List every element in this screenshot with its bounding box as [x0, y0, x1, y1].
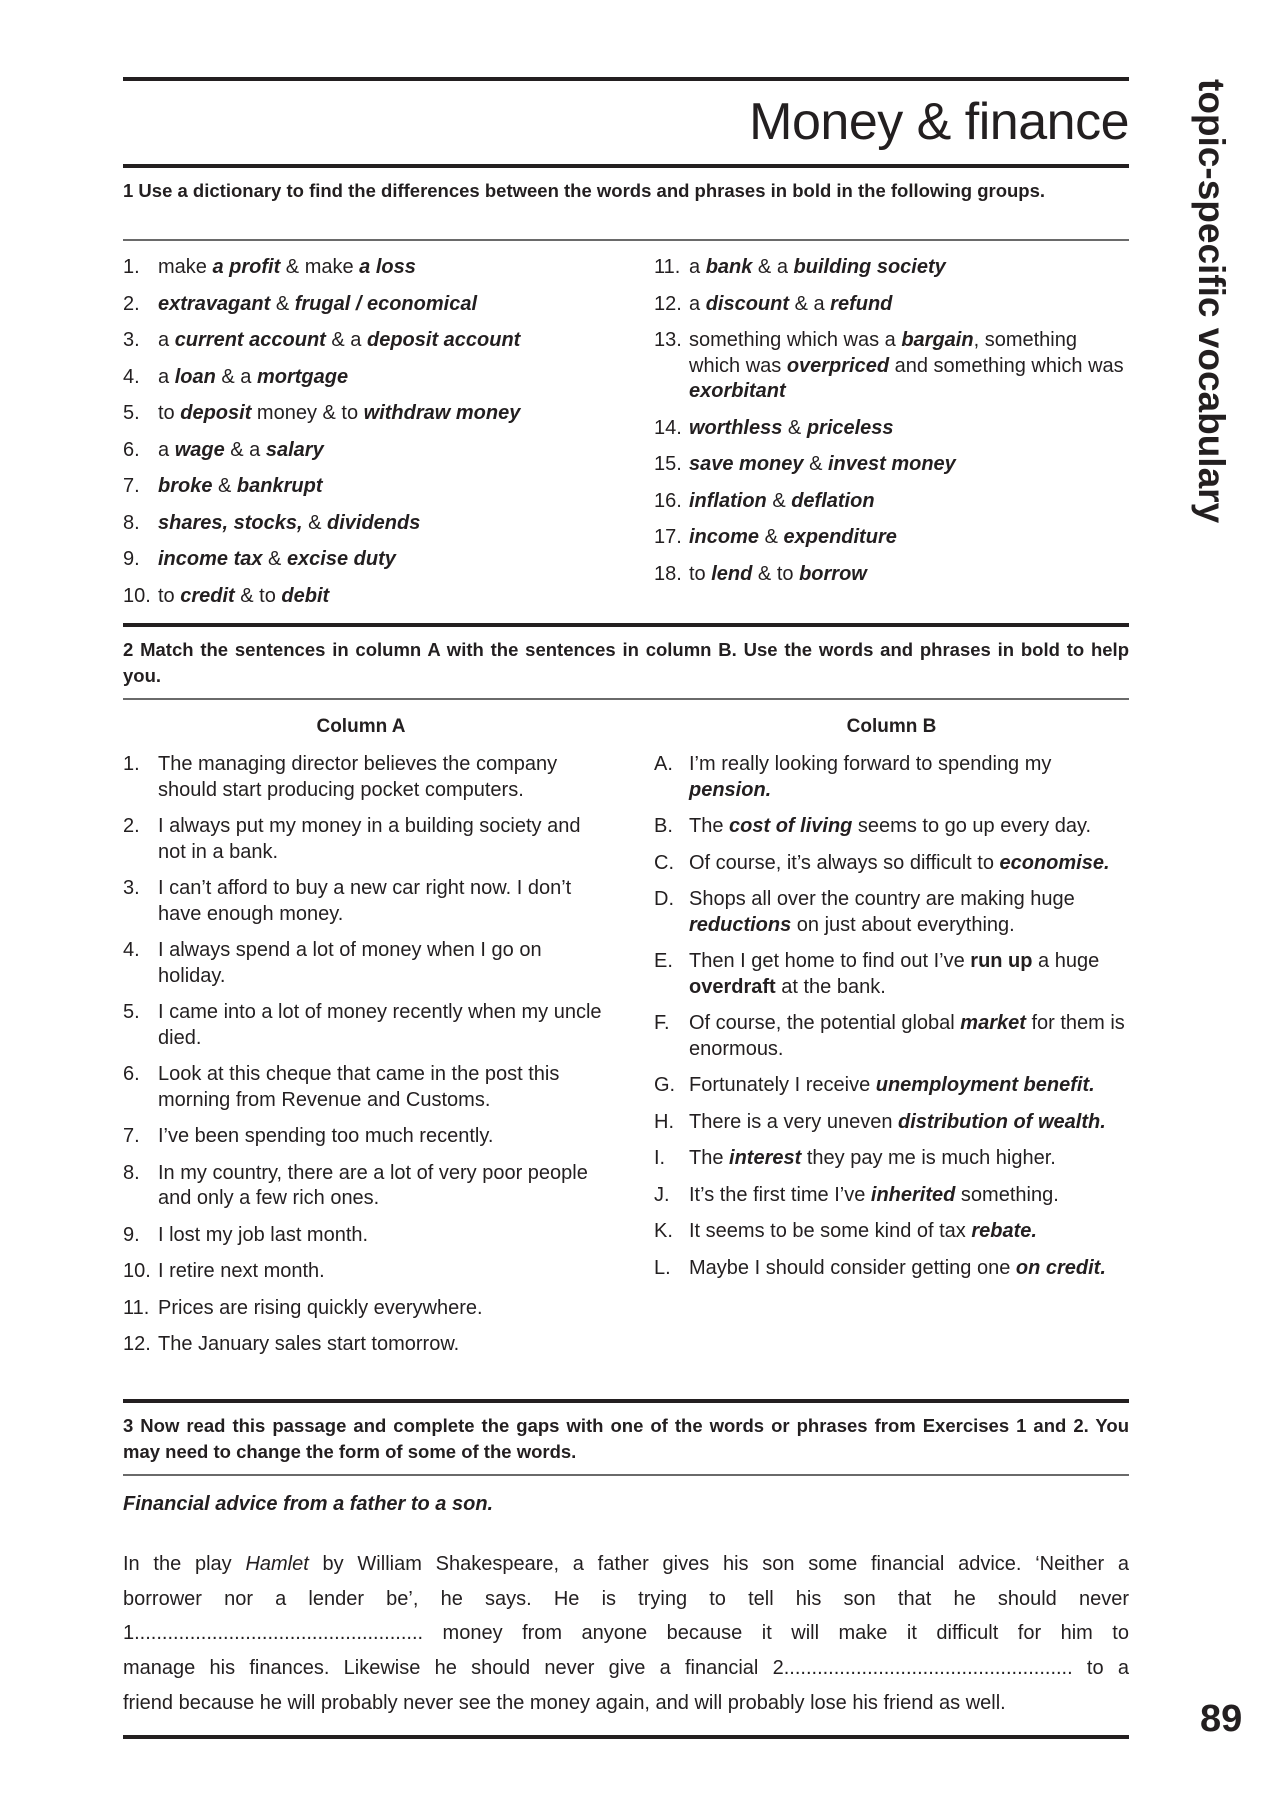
text-segment: make: [158, 256, 213, 278]
item-number: 6.: [123, 1063, 140, 1085]
bold-term: overpriced: [786, 354, 890, 377]
text-segment: In the play: [123, 1553, 246, 1575]
item-number: C.: [654, 851, 674, 874]
list-item: [123, 1296, 603, 1322]
list-item: [123, 876, 603, 927]
bold-term: frugal / economical: [294, 292, 477, 315]
passage-line: [123, 1686, 1129, 1721]
item-number: 3.: [123, 329, 140, 351]
item-text: [689, 949, 1132, 1000]
text-segment: a: [158, 438, 175, 461]
column-a-list: [123, 752, 603, 1369]
list-item: [123, 584, 623, 610]
bold-term: distribution of wealth.: [898, 1110, 1106, 1133]
item-text: [689, 255, 1132, 281]
bold-term: pension.: [689, 778, 772, 801]
text-segment: Of course, it’s always so difficult to: [689, 851, 1000, 874]
text-segment: , something which was: [689, 329, 1077, 377]
item-text: [158, 1000, 603, 1051]
bold-term: cost of living: [729, 815, 853, 837]
divider: [123, 239, 1129, 241]
page-number: 89: [1200, 1698, 1243, 1740]
text-segment: & a: [752, 256, 794, 278]
text-segment: a: [689, 256, 706, 278]
list-item: [654, 525, 1132, 551]
list-item: [123, 438, 623, 464]
item-number: 18.: [654, 562, 682, 585]
passage-line: [123, 1547, 1129, 1582]
text-segment: I’ve been spending too much recently.: [158, 1125, 494, 1147]
text-segment: There is a very uneven: [689, 1110, 898, 1133]
item-number: F.: [654, 1012, 670, 1034]
divider: [123, 1474, 1129, 1476]
list-item: [654, 328, 1132, 405]
text-segment: I can’t afford to buy a new car right now. I don’t have enough money.: [158, 877, 572, 925]
bold-term: on credit.: [1015, 1256, 1106, 1279]
text-segment: borrower nor a lender be’, he says. He is trying to tell his son that he should never: [123, 1587, 1129, 1610]
list-item: [123, 292, 623, 318]
text-segment: something.: [955, 1183, 1059, 1206]
item-number: E.: [654, 950, 673, 972]
text-segment: Maybe I should consider getting one: [689, 1256, 1016, 1279]
text-segment: The: [689, 1147, 730, 1169]
bold-term: worthless: [689, 416, 783, 439]
text-segment: It’s the first time I’ve: [689, 1183, 871, 1206]
item-text: [158, 938, 603, 989]
bold-term: wage: [174, 438, 225, 461]
list-item: [654, 1011, 1132, 1062]
item-number: 8.: [123, 511, 140, 534]
item-number: 10.: [123, 1260, 151, 1282]
item-number: 4.: [123, 365, 140, 388]
list-item: [123, 1259, 603, 1285]
list-item: [123, 328, 623, 354]
item-number: L.: [654, 1256, 671, 1279]
passage-line: [123, 1582, 1129, 1617]
bold-term: rebate.: [971, 1220, 1037, 1242]
passage-line: [123, 1651, 1129, 1686]
text-segment: Prices are rising quickly everywhere.: [158, 1296, 483, 1319]
text-segment: I always spend a lot of money when I go on holiday.: [158, 939, 542, 987]
item-text: [689, 887, 1132, 938]
item-text: [689, 1219, 1132, 1245]
bold-term: income tax: [158, 548, 263, 570]
list-item: [123, 1062, 603, 1113]
bold-term: deposit account: [366, 329, 521, 351]
bold-term: deposit: [180, 402, 252, 424]
bold-term: a loss: [359, 256, 416, 278]
item-number: 12.: [123, 1333, 151, 1355]
item-number: 3.: [123, 877, 140, 899]
item-text: [158, 1161, 603, 1212]
text-segment: manage his finances. Likewise he should never give a financial 2.................................................... to a: [123, 1657, 1129, 1680]
item-number: G.: [654, 1074, 676, 1096]
list-item: [123, 365, 623, 391]
item-number: 16.: [654, 489, 682, 512]
item-number: 1.: [123, 753, 140, 775]
item-text: [158, 876, 603, 927]
bold-term: inherited: [870, 1183, 956, 1206]
column-a-header: Column A: [316, 716, 406, 737]
item-number: 2.: [123, 815, 140, 837]
item-text: [689, 562, 1132, 588]
bold-term: refund: [830, 292, 893, 315]
bold-term: discount: [705, 292, 790, 315]
list-item: [123, 938, 603, 989]
text-segment: & a: [224, 438, 266, 461]
text-segment: &: [759, 526, 784, 548]
item-text: [689, 416, 1132, 442]
item-number: 4.: [123, 939, 140, 961]
bold-term: overdraft: [689, 975, 776, 998]
text-segment: The: [689, 815, 730, 837]
list-item: [654, 292, 1132, 318]
list-item: [123, 752, 603, 803]
item-text: [158, 401, 623, 427]
passage-title: Financial advice from a father to a son.: [123, 1493, 494, 1515]
text-segment: by William Shakespeare, a father gives his son some financial advice. ‘Neither a: [308, 1553, 1130, 1575]
text-segment: for them is enormous.: [689, 1012, 1125, 1060]
item-text: [689, 1146, 1132, 1172]
text-segment: &: [302, 511, 327, 534]
item-text: [158, 1259, 603, 1285]
list-item: [654, 814, 1132, 840]
item-number: 7.: [123, 475, 140, 497]
text-segment: at the bank.: [775, 975, 886, 998]
exercise-2-instruction: 2 Match the sentences in column A with the sentences in column B. Use the words and phrases in bold to help you.: [123, 639, 1129, 686]
bold-term: bank: [705, 256, 753, 278]
list-item: [123, 1124, 603, 1150]
bold-term: debit: [281, 584, 330, 607]
text-segment: a: [158, 365, 175, 388]
item-text: [158, 547, 623, 573]
text-segment: &: [766, 489, 792, 512]
item-text: [158, 328, 623, 354]
item-text: [158, 474, 623, 500]
list-item: [654, 255, 1132, 281]
text-segment: to: [158, 402, 181, 424]
list-item: [654, 452, 1132, 478]
bold-term: market: [960, 1012, 1026, 1034]
list-item: [654, 887, 1132, 938]
bold-term: income: [689, 526, 760, 548]
column-b-header: Column B: [846, 716, 937, 737]
bold-term: lend: [711, 562, 753, 585]
item-text: [158, 511, 623, 537]
text-segment: & a: [325, 329, 367, 351]
list-item: [123, 1000, 603, 1051]
bold-term: interest: [729, 1147, 802, 1169]
item-text: [158, 1296, 603, 1322]
bold-term: unemployment benefit.: [875, 1074, 1095, 1096]
list-item: [654, 752, 1132, 803]
item-text: [689, 525, 1132, 551]
exercise-3-instruction: 3 Now read this passage and complete the gaps with one of the words or phrases from Exercises 1 and 2. You may need to change the form of some of the words.: [123, 1415, 1129, 1462]
item-number: 5.: [123, 1001, 140, 1023]
item-text: [689, 1256, 1132, 1282]
item-number: 6.: [123, 438, 140, 461]
list-item: [123, 401, 623, 427]
text-segment: It seems to be some kind of tax: [689, 1220, 972, 1242]
text-segment: I lost my job last month.: [158, 1223, 369, 1246]
text-segment: seems to go up every day.: [852, 815, 1092, 837]
column-b-list: [654, 752, 1132, 1292]
item-text: [689, 851, 1132, 877]
list-item: [654, 1073, 1132, 1099]
title-rule: [123, 164, 1129, 168]
text-segment: Of course, the potential global: [689, 1012, 961, 1034]
item-text: [158, 1062, 603, 1113]
bold-term: withdraw money: [363, 402, 521, 424]
item-number: B.: [654, 815, 673, 837]
bold-term: inflation: [689, 489, 767, 512]
bold-term: exorbitant: [689, 380, 786, 402]
bold-term: salary: [265, 438, 324, 461]
item-text: [158, 365, 623, 391]
item-text: [689, 452, 1132, 478]
item-text: [158, 1124, 603, 1150]
bold-term: loan: [174, 365, 216, 388]
item-text: [158, 255, 623, 281]
item-number: 10.: [123, 584, 151, 607]
text-segment: & make: [280, 256, 360, 278]
item-number: H.: [654, 1110, 674, 1133]
item-text: [689, 1073, 1132, 1099]
item-text: [689, 328, 1132, 405]
list-item: [123, 1332, 603, 1358]
section-rule: [123, 623, 1129, 627]
text-segment: & a: [789, 292, 831, 315]
text-segment: The managing director believes the company should start producing pocket computers.: [158, 753, 558, 801]
bold-term: expenditure: [783, 526, 897, 548]
bold-term: shares, stocks,: [158, 511, 303, 534]
text-segment: a huge: [1032, 950, 1100, 972]
list-item: [123, 547, 623, 573]
list-item: [123, 511, 623, 537]
bold-term: invest money: [827, 453, 956, 475]
item-number: 1.: [123, 256, 140, 278]
item-number: 12.: [654, 292, 682, 315]
bottom-rule: [123, 1735, 1129, 1739]
item-number: 17.: [654, 526, 682, 548]
text-segment: &: [212, 475, 237, 497]
item-number: 14.: [654, 416, 682, 439]
text-segment: &: [782, 416, 807, 439]
item-text: [158, 1223, 603, 1249]
bold-term: a profit: [212, 256, 281, 278]
text-segment: Then I get home to find out I’ve: [689, 950, 971, 972]
text-segment: &: [262, 548, 287, 570]
text-segment: I’m really looking forward to spending my: [689, 753, 1052, 775]
item-text: [158, 584, 623, 610]
item-text: [689, 292, 1132, 318]
bold-term: bankrupt: [236, 475, 323, 497]
bold-term: deflation: [791, 489, 875, 512]
item-number: 5.: [123, 402, 140, 424]
bold-term: save money: [689, 453, 804, 475]
item-number: 11.: [654, 256, 681, 278]
text-segment: I came into a lot of money recently when my uncle died.: [158, 1001, 602, 1049]
text-segment: &: [270, 292, 295, 315]
item-number: 7.: [123, 1125, 140, 1147]
item-text: [689, 1110, 1132, 1136]
bold-term: borrow: [799, 562, 867, 585]
list-item: [654, 1219, 1132, 1245]
bold-term: broke: [158, 475, 213, 497]
bold-term: extravagant: [158, 292, 271, 315]
text-segment: to: [689, 562, 712, 585]
text-segment: money & to: [251, 402, 364, 424]
text-segment: Fortunately I receive: [689, 1074, 876, 1096]
bold-term: Hamlet: [245, 1553, 309, 1575]
item-number: 15.: [654, 453, 682, 475]
list-item: [654, 416, 1132, 442]
divider: [123, 698, 1129, 700]
text-segment: something which was a: [689, 329, 902, 351]
item-text: [689, 814, 1132, 840]
list-item: [123, 474, 623, 500]
bold-term: credit: [180, 584, 235, 607]
item-text: [689, 489, 1132, 515]
page-title: Money & finance: [749, 93, 1129, 151]
text-segment: and something which was: [889, 354, 1124, 377]
text-segment: on just about everything.: [791, 913, 1015, 936]
item-number: A.: [654, 753, 673, 775]
list-item: [654, 1110, 1132, 1136]
list-item: [123, 1161, 603, 1212]
bold-term: priceless: [806, 416, 894, 439]
list-item: [654, 1183, 1132, 1209]
list-item: [123, 814, 603, 865]
item-text: [158, 1332, 603, 1358]
item-text: [689, 1183, 1132, 1209]
item-number: K.: [654, 1220, 673, 1242]
text-segment: &: [803, 453, 828, 475]
bold-term: dividends: [326, 511, 421, 534]
section-rule: [123, 1399, 1129, 1403]
exercise-1-list-right: [654, 255, 1132, 598]
item-number: I.: [654, 1147, 666, 1169]
bold-term: reductions: [689, 913, 792, 936]
text-segment: 1.................................................... money from anyone because it will make it difficult for him to: [123, 1622, 1129, 1645]
item-number: 9.: [123, 1223, 140, 1246]
item-number: 9.: [123, 548, 140, 570]
bold-term: run up: [970, 950, 1033, 972]
text-segment: In my country, there are a lot of very poor people and only a few rich ones.: [158, 1161, 588, 1209]
bold-term: building society: [793, 256, 946, 278]
text-segment: a: [158, 329, 175, 351]
passage: [123, 1547, 1129, 1720]
text-segment: The January sales start tomorrow.: [158, 1333, 460, 1355]
text-segment: & to: [752, 562, 800, 585]
item-text: [689, 752, 1132, 803]
exercise-1-instruction: 1 Use a dictionary to find the differences between the words and phrases in bold in the following groups.: [123, 180, 1046, 201]
text-segment: to: [158, 584, 181, 607]
text-segment: I retire next month.: [158, 1260, 325, 1282]
top-rule: [123, 77, 1129, 81]
item-text: [689, 1011, 1132, 1062]
bold-term: current account: [174, 329, 326, 351]
text-segment: friend because he will probably never see the money again, and will probably lose his friend as well.: [123, 1691, 1006, 1714]
list-item: [654, 851, 1132, 877]
bold-term: excise duty: [286, 548, 396, 570]
list-item: [654, 489, 1132, 515]
bold-term: economise.: [999, 851, 1110, 874]
item-number: D.: [654, 888, 674, 910]
item-number: 8.: [123, 1161, 140, 1184]
text-segment: & to: [234, 584, 282, 607]
item-text: [158, 438, 623, 464]
section-side-label: topic-specific vocabulary: [1191, 79, 1232, 524]
exercise-1-list-left: [123, 255, 623, 620]
text-segment: they pay me is much higher.: [801, 1147, 1056, 1169]
bold-term: bargain: [901, 329, 974, 351]
text-segment: I always put my money in a building society and not in a bank.: [158, 815, 581, 863]
list-item: [654, 1146, 1132, 1172]
list-item: [654, 562, 1132, 588]
item-number: 11.: [123, 1296, 150, 1319]
item-number: 2.: [123, 292, 140, 315]
list-item: [654, 949, 1132, 1000]
list-item: [654, 1256, 1132, 1282]
text-segment: & a: [215, 365, 257, 388]
item-number: 13.: [654, 329, 682, 351]
text-segment: Shops all over the country are making huge: [689, 888, 1075, 910]
passage-line: [123, 1616, 1129, 1651]
text-segment: a: [689, 292, 706, 315]
list-item: [123, 255, 623, 281]
text-segment: Look at this cheque that came in the post this morning from Revenue and Customs.: [158, 1063, 560, 1111]
item-number: J.: [654, 1183, 670, 1206]
bold-term: mortgage: [256, 365, 349, 388]
item-text: [158, 814, 603, 865]
list-item: [123, 1223, 603, 1249]
item-text: [158, 752, 603, 803]
item-text: [158, 292, 623, 318]
